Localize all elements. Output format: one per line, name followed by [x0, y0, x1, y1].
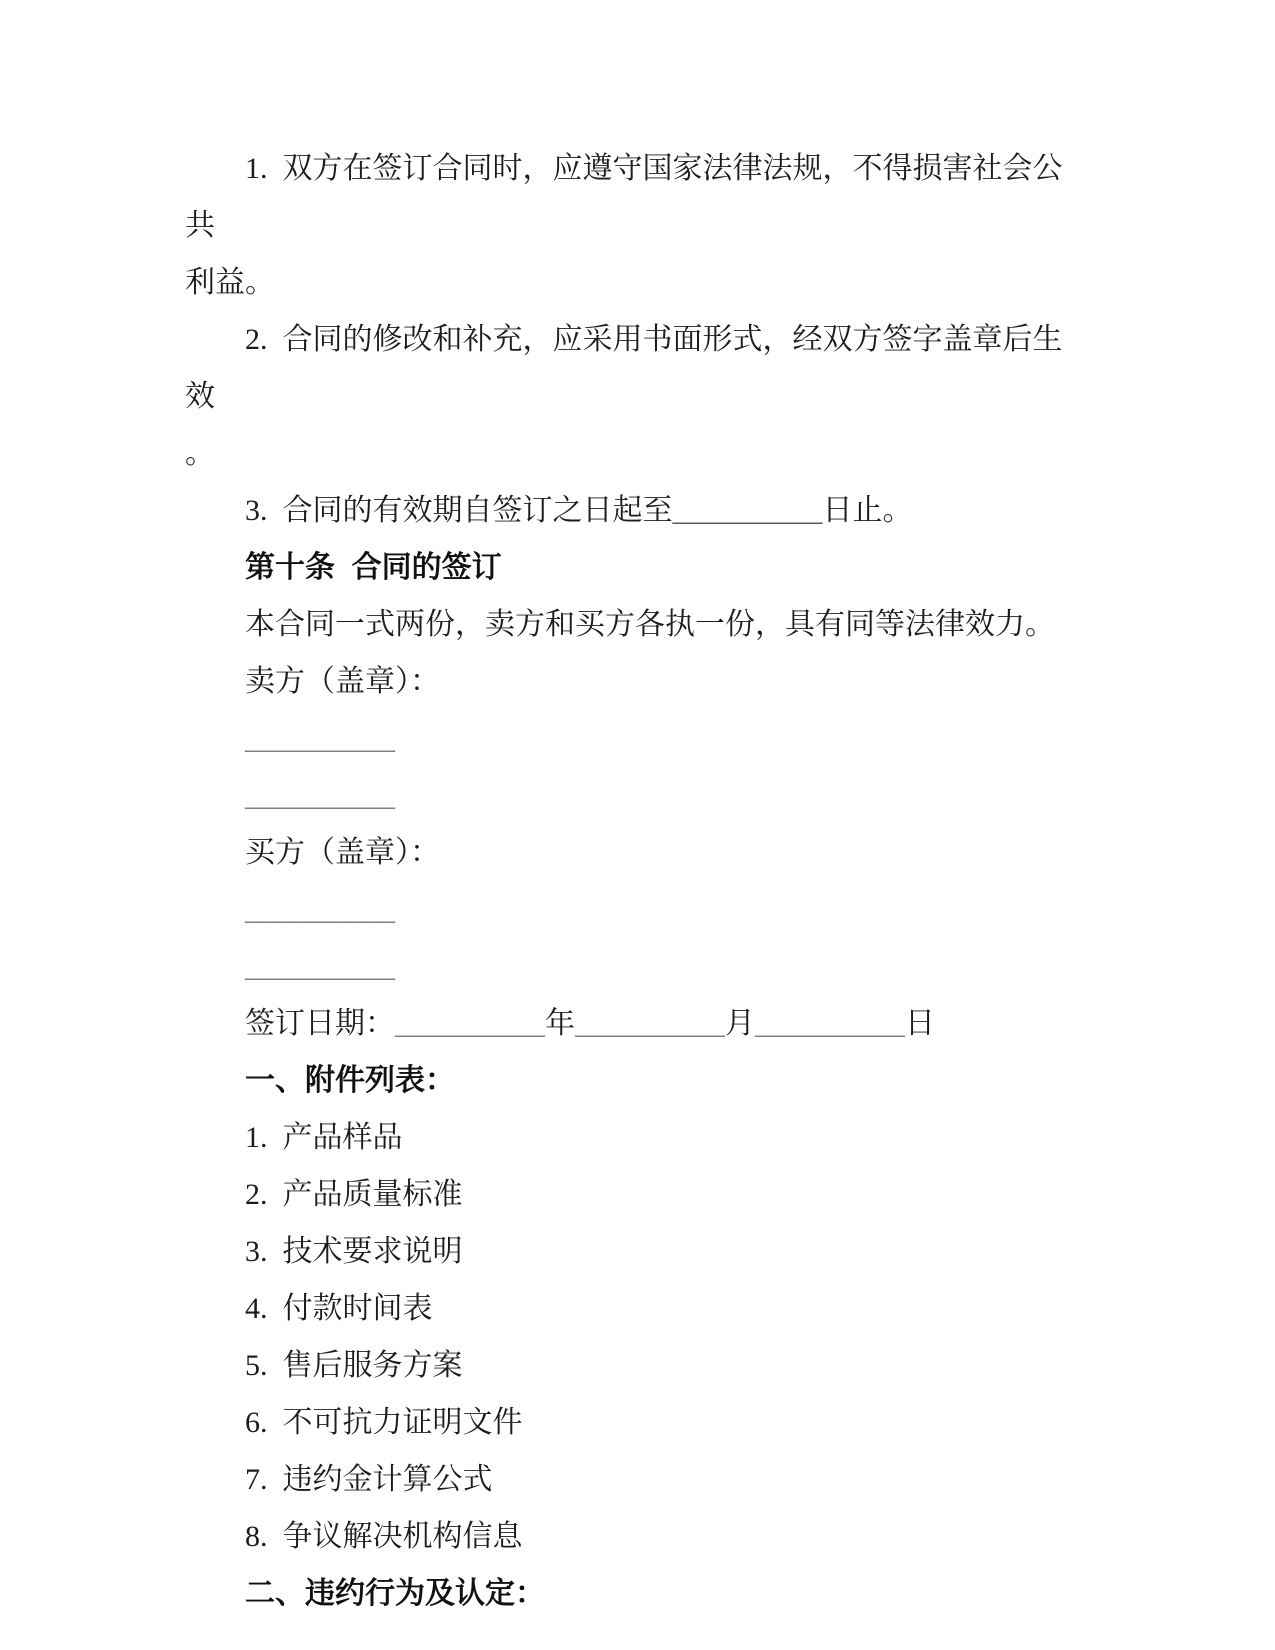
- clause-3-suffix: 日止。: [822, 494, 913, 527]
- seller-signature-blank-2: __________: [245, 779, 395, 812]
- attachment-item-7: 7. 违约金计算公式: [245, 1463, 493, 1496]
- attachment-item-2: 2. 产品质量标准: [245, 1178, 463, 1211]
- clause-2-line-1: 2. 合同的修改和补充，应采用书面形式，经双方签字盖章后生效: [185, 323, 1063, 413]
- attachment-item-5: 5. 售后服务方案: [245, 1349, 463, 1382]
- article-10-heading: 第十条 合同的签订: [245, 551, 502, 584]
- sign-date-line: [185, 995, 1085, 1052]
- attachment-item-4: 4. 付款时间表: [245, 1292, 433, 1325]
- attachment-item-1: 1. 产品样品: [245, 1121, 403, 1154]
- seller-signature-blank-line-1: [185, 710, 1085, 767]
- buyer-signature-blank-line-2: [185, 938, 1085, 995]
- breach-section-heading: 二、违约行为及认定：: [245, 1577, 545, 1610]
- sign-date-month-blank: __________: [575, 1007, 725, 1040]
- attachment-item-3: 3. 技术要求说明: [245, 1235, 463, 1268]
- attachment-item-6: 6. 不可抗力证明文件: [245, 1406, 523, 1439]
- article-10-body: 本合同一式两份，卖方和买方各执一份，具有同等法律效力。: [245, 608, 1055, 641]
- clause-1-line-2: 利益。: [185, 266, 275, 299]
- sign-date-year-blank: __________: [395, 1007, 545, 1040]
- sign-date-year-label: 年: [545, 1007, 575, 1040]
- sign-date-label: 签订日期：: [245, 1007, 395, 1040]
- buyer-signature-blank-2: __________: [245, 950, 395, 983]
- seller-signature-blank-line-2: [185, 767, 1085, 824]
- seller-signature-blank-1: __________: [245, 722, 395, 755]
- sign-date-day-blank: __________: [755, 1007, 905, 1040]
- buyer-seal-label: 买方（盖章）：: [245, 836, 440, 869]
- clause-1-line-1: 1. 双方在签订合同时，应遵守国家法律法规，不得损害社会公共: [185, 152, 1063, 242]
- clause-2-line-2: 。: [185, 437, 215, 470]
- sign-date-month-label: 月: [725, 1007, 755, 1040]
- buyer-signature-blank-line-1: [185, 881, 1085, 938]
- sign-date-day-label: 日: [905, 1007, 935, 1040]
- clause-3-validity-blank: __________: [672, 494, 823, 527]
- clause-3-line: [185, 482, 1085, 539]
- attachment-item-8: 8. 争议解决机构信息: [245, 1520, 523, 1553]
- buyer-signature-blank-1: __________: [245, 893, 395, 926]
- attachments-list-heading: 一、附件列表：: [245, 1064, 455, 1097]
- seller-seal-label: 卖方（盖章）：: [245, 665, 440, 698]
- clause-3-prefix: 3. 合同的有效期自签订之日起至: [245, 494, 673, 527]
